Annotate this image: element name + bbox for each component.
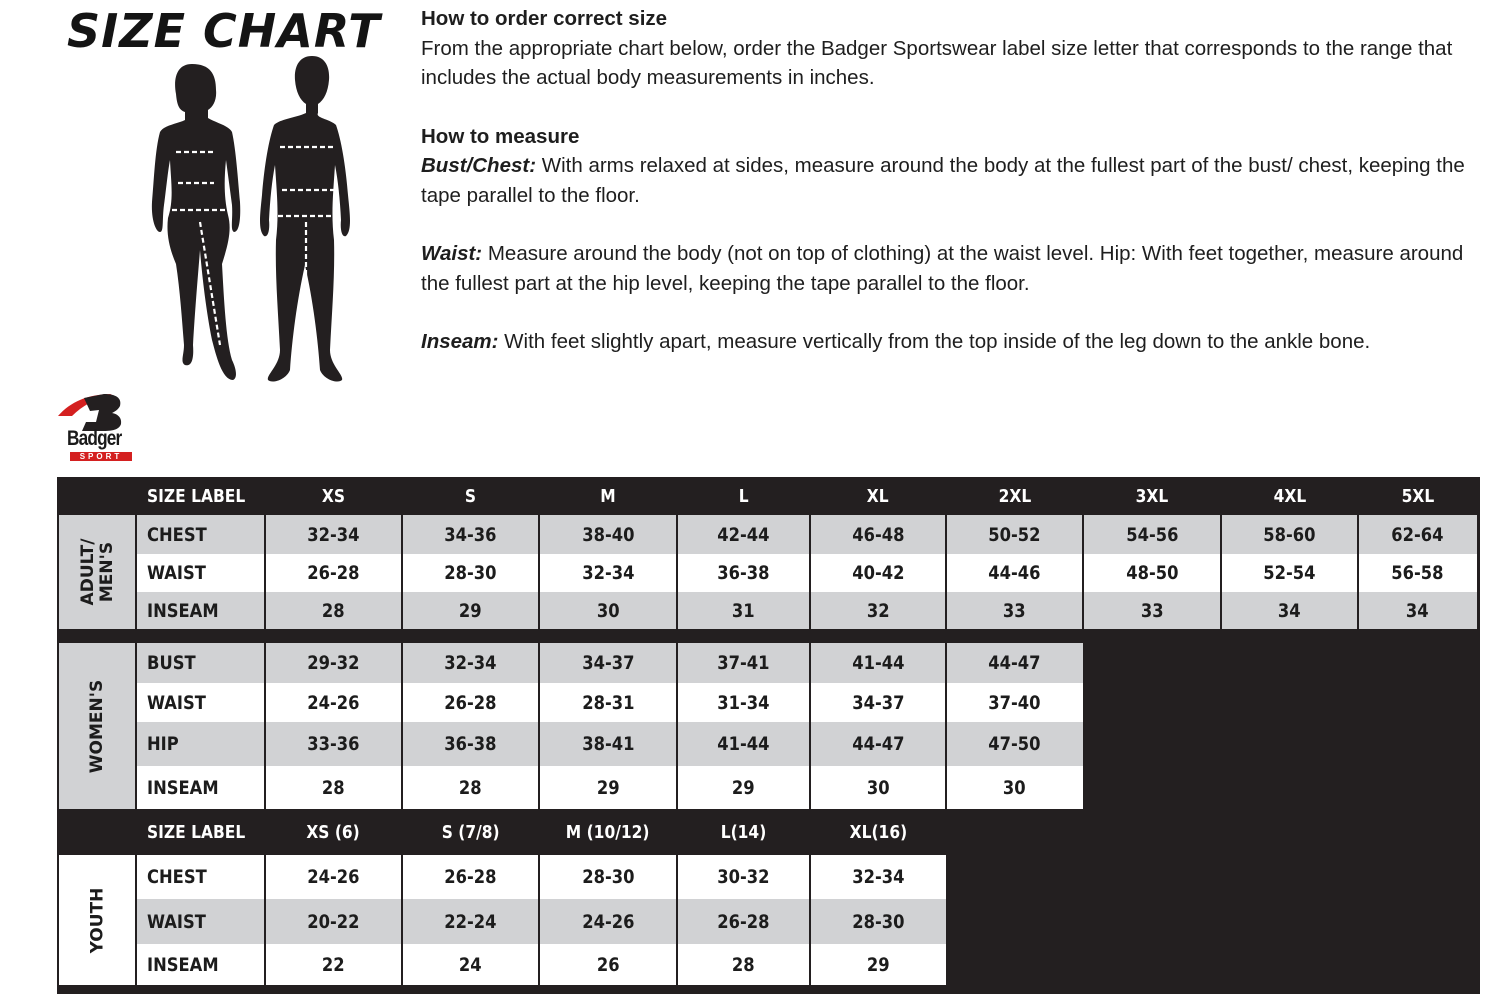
table-cell (265, 515, 402, 554)
group-label-text: YOUTH (86, 887, 107, 953)
table-cell-text: 26-28 (444, 866, 497, 888)
table-cell (402, 592, 539, 629)
table-cell (1358, 592, 1477, 629)
header-size-l (677, 477, 810, 515)
table-cell-text: 42-44 (717, 523, 770, 546)
table-cell (677, 515, 810, 554)
header-size-l-text: L (738, 485, 749, 507)
table-cell (946, 766, 1083, 809)
female-silhouette-icon (152, 64, 240, 380)
table-cell-text: 33-36 (307, 733, 360, 755)
table-cell (265, 899, 402, 944)
header-size-4xl (1221, 477, 1358, 515)
table-cell-text: 30 (596, 599, 620, 622)
table-cell-text: 24 (459, 953, 482, 976)
table-cell (402, 683, 539, 722)
row-label-inseam (136, 592, 265, 629)
group-label-adult (59, 515, 136, 629)
column-divider (809, 643, 811, 809)
table-cell-text: 47-50 (988, 733, 1041, 755)
table-cell (677, 944, 810, 985)
table-cell-text: 52-54 (1263, 562, 1316, 584)
youth-header-size-label-text: SIZE LABEL (147, 821, 246, 843)
bust-instruction (421, 151, 1481, 210)
table-cell (810, 554, 946, 592)
table-cell-text: 31 (732, 599, 755, 622)
header-size-label-text: SIZE LABEL (147, 485, 246, 507)
table-cell-text: 28 (459, 776, 482, 799)
inseam-text: With feet slightly apart, measure vertically from the top inside of the leg down to the ankle bone. (498, 330, 1371, 353)
table-cell-text: 29 (459, 599, 482, 622)
table-cell (1083, 592, 1221, 629)
size-chart-table (57, 477, 1480, 994)
youth-header-size-text: XS (6) (306, 821, 361, 843)
table-cell-text: 46-48 (851, 523, 905, 546)
table-cell-text: 50-52 (988, 523, 1041, 546)
table-cell-text: 26-28 (444, 691, 497, 714)
column-divider (135, 643, 137, 809)
row-label-chest-text: CHEST (147, 523, 207, 546)
row-label-inseam (136, 944, 265, 985)
row-label-bust-text: BUST (147, 652, 196, 674)
table-cell-text: 28 (322, 599, 345, 622)
table-cell-text: 44-46 (988, 562, 1041, 584)
table-cell (810, 944, 946, 985)
table-cell (402, 855, 539, 899)
header-size-3xl-text: 3XL (1135, 485, 1169, 507)
header-size-xs (265, 477, 402, 515)
header-size-m-text: M (600, 485, 616, 507)
page-title: SIZE CHART (67, 4, 381, 58)
table-cell (265, 944, 402, 985)
column-divider (264, 515, 266, 629)
table-cell (1221, 592, 1358, 629)
table-cell-text: 41-44 (851, 652, 905, 674)
table-cell (539, 722, 677, 766)
youth-header-size (539, 809, 677, 855)
table-cell (265, 554, 402, 592)
table-cell (539, 855, 677, 899)
table-cell-text: 28-30 (581, 866, 635, 888)
table-cell-text: 28-30 (444, 562, 497, 584)
header-size-label (136, 477, 265, 515)
header-size-5xl (1358, 477, 1477, 515)
column-divider (945, 643, 947, 809)
column-divider (809, 515, 811, 629)
table-cell (677, 766, 810, 809)
order-text: From the appropriate chart below, order the Badger Sportswear label size letter that corresponds to the range that includes the actual body measurements in inches. (421, 36, 1453, 89)
waist-label: Waist: (421, 242, 483, 265)
table-cell (265, 855, 402, 899)
body-figures (140, 50, 380, 390)
table-cell (946, 592, 1083, 629)
table-cell-text: 24-26 (307, 691, 360, 714)
table-cell (539, 592, 677, 629)
inseam-label: Inseam: (421, 330, 499, 353)
row-label-waist-text: WAIST (147, 562, 206, 584)
table-cell-text: 38-40 (581, 523, 635, 546)
row-label-waist (136, 899, 265, 944)
header-size-2xl (946, 477, 1083, 515)
table-cell (677, 554, 810, 592)
table-cell-text: 30-32 (717, 866, 770, 888)
column-divider (809, 855, 811, 985)
table-cell-text: 62-64 (1391, 523, 1444, 546)
header-size-3xl (1083, 477, 1221, 515)
inseam-instruction (421, 327, 1481, 357)
table-cell-text: 34 (1406, 599, 1429, 622)
table-cell (539, 515, 677, 554)
column-divider (1220, 515, 1222, 629)
table-cell (946, 643, 1083, 683)
table-cell (402, 899, 539, 944)
table-cell (810, 855, 946, 899)
column-divider (945, 515, 947, 629)
row-label-bust (136, 643, 265, 683)
column-divider (401, 855, 403, 985)
table-cell-text: 29-32 (307, 652, 360, 674)
table-cell-text: 32-34 (307, 523, 360, 546)
row-label-chest-text: CHEST (147, 866, 207, 888)
table-cell (810, 515, 946, 554)
table-cell (810, 899, 946, 944)
table-cell (810, 683, 946, 722)
table-cell (677, 899, 810, 944)
column-divider (676, 515, 678, 629)
row-label-waist-text: WAIST (147, 691, 206, 714)
table-cell (539, 683, 677, 722)
table-cell-text: 32-34 (581, 562, 635, 584)
table-cell-text: 29 (732, 776, 755, 799)
table-cell-text: 33 (1140, 599, 1164, 622)
waist-text: Measure around the body (not on top of clothing) at the waist level. Hip: With feet together, measure around the fullest part at the hip level, keeping the tape parallel to the floor. (421, 242, 1464, 295)
table-cell-text: 34 (1278, 599, 1301, 622)
male-silhouette-icon (260, 56, 350, 382)
column-divider (401, 515, 403, 629)
badger-logo (56, 382, 140, 466)
table-cell-text: 28 (732, 953, 755, 976)
table-cell-text: 24-26 (581, 910, 635, 933)
table-cell (677, 683, 810, 722)
table-cell-text: 22-24 (444, 910, 497, 933)
youth-header-size (810, 809, 946, 855)
table-cell-text: 24-26 (307, 866, 360, 888)
table-cell-text: 30 (866, 776, 890, 799)
youth-header-size-text: XL(16) (849, 821, 907, 843)
header-size-m (539, 477, 677, 515)
header-size-xs-text: XS (321, 485, 346, 507)
table-cell-text: 34-37 (851, 691, 905, 714)
table-cell-text: 44-47 (988, 652, 1041, 674)
bust-text: With arms relaxed at sides, measure around the body at the fullest part of the bust/ chest, keeping the tape parallel to the floor. (421, 154, 1465, 207)
row-label-chest (136, 515, 265, 554)
table-cell (402, 643, 539, 683)
waist-instruction (421, 239, 1481, 298)
measure-heading: How to measure (421, 124, 580, 148)
table-cell (1221, 515, 1358, 554)
group-label-text: WOMEN'S (87, 679, 108, 773)
logo-tagline: SPORT (70, 452, 132, 461)
table-cell-text: 36-38 (717, 562, 770, 584)
table-cell (539, 766, 677, 809)
youth-header-size (402, 809, 539, 855)
youth-header-size-text: M (10/12) (566, 821, 650, 843)
row-label-inseam-text: INSEAM (147, 776, 219, 799)
table-cell-text: 44-47 (851, 733, 905, 755)
table-cell (265, 766, 402, 809)
bust-label: Bust/Chest: (421, 154, 537, 177)
table-cell-text: 30 (1003, 776, 1026, 799)
table-cell (402, 722, 539, 766)
table-cell (677, 592, 810, 629)
table-cell-text: 56-58 (1391, 562, 1444, 584)
table-cell-text: 34-36 (444, 523, 497, 546)
table-cell (539, 899, 677, 944)
row-label-chest (136, 855, 265, 899)
table-cell (539, 554, 677, 592)
table-cell-text: 29 (596, 776, 620, 799)
row-label-inseam-text: INSEAM (147, 599, 219, 622)
column-divider (538, 643, 540, 809)
column-divider (264, 643, 266, 809)
badger-logo-icon (56, 382, 140, 432)
table-cell (810, 722, 946, 766)
table-cell-text: 40-42 (851, 562, 905, 584)
table-cell-text: 32-34 (444, 652, 497, 674)
table-cell-text: 58-60 (1263, 523, 1316, 546)
table-cell-text: 26-28 (717, 910, 770, 933)
row-label-inseam (136, 766, 265, 809)
table-cell (810, 643, 946, 683)
row-label-inseam-text: INSEAM (147, 953, 219, 976)
table-cell (265, 592, 402, 629)
table-cell-text: 31-34 (717, 691, 770, 714)
logo-wordmark: Badger (67, 427, 122, 450)
table-cell (677, 643, 810, 683)
header-size-2xl-text: 2XL (998, 485, 1031, 507)
table-cell-text: 22 (322, 953, 345, 976)
column-divider (676, 643, 678, 809)
table-cell-text: 32-34 (851, 866, 905, 888)
header-size-s (402, 477, 539, 515)
column-divider (538, 515, 540, 629)
header-size-xl (810, 477, 946, 515)
group-label-youth (59, 855, 136, 985)
column-divider (1082, 515, 1084, 629)
table-cell-text: 41-44 (717, 733, 770, 755)
column-divider (676, 855, 678, 985)
table-cell (810, 592, 946, 629)
column-divider (538, 855, 540, 985)
table-cell (265, 683, 402, 722)
row-label-waist (136, 554, 265, 592)
table-cell (539, 944, 677, 985)
column-divider (135, 515, 137, 629)
table-cell (946, 554, 1083, 592)
table-cell-text: 29 (866, 953, 890, 976)
table-cell-text: 20-22 (307, 910, 360, 933)
header-size-s-text: S (464, 485, 477, 507)
table-cell-text: 26-28 (307, 562, 360, 584)
table-cell-text: 38-41 (581, 733, 635, 755)
table-cell-text: 37-40 (988, 691, 1041, 714)
table-cell-text: 48-50 (1125, 562, 1179, 584)
table-cell-text: 28-31 (581, 691, 635, 714)
column-divider (264, 855, 266, 985)
table-cell-text: 54-56 (1125, 523, 1179, 546)
instructions (421, 4, 1481, 357)
table-cell (402, 515, 539, 554)
header-size-5xl-text: 5XL (1401, 485, 1434, 507)
table-cell (946, 515, 1083, 554)
table-cell (265, 722, 402, 766)
column-divider (135, 855, 137, 985)
table-cell-text: 33 (1003, 599, 1026, 622)
table-cell (1083, 515, 1221, 554)
row-label-hip-text: HIP (147, 733, 179, 755)
table-cell (402, 944, 539, 985)
table-cell (1358, 554, 1477, 592)
group-label-womens (59, 643, 136, 809)
table-cell-text: 26 (596, 953, 620, 976)
table-cell (402, 766, 539, 809)
table-cell (402, 554, 539, 592)
header-size-xl-text: XL (867, 485, 889, 507)
row-label-waist-text: WAIST (147, 910, 206, 933)
table-cell-text: 34-37 (581, 652, 635, 674)
row-label-waist (136, 683, 265, 722)
column-divider (401, 643, 403, 809)
table-cell (946, 683, 1083, 722)
table-cell (677, 722, 810, 766)
youth-header-size (265, 809, 402, 855)
table-cell (946, 722, 1083, 766)
column-divider (1357, 515, 1359, 629)
table-cell-text: 37-41 (717, 652, 770, 674)
order-heading: How to order correct size (421, 7, 668, 30)
table-cell (677, 855, 810, 899)
table-cell-text: 28-30 (851, 910, 905, 933)
group-label-text: ADULT/ MEN'S (77, 538, 117, 606)
youth-header-size-text: S (7/8) (441, 821, 500, 843)
table-cell-text: 28 (322, 776, 345, 799)
table-cell (810, 766, 946, 809)
table-cell (1358, 515, 1477, 554)
row-label-hip (136, 722, 265, 766)
table-cell (265, 643, 402, 683)
table-cell (539, 643, 677, 683)
youth-header-size-label (136, 809, 265, 855)
youth-header-size (677, 809, 810, 855)
table-cell (1083, 554, 1221, 592)
table-cell-text: 32 (866, 599, 890, 622)
table-cell (1221, 554, 1358, 592)
youth-header-size-text: L(14) (720, 821, 767, 843)
header-size-4xl-text: 4XL (1273, 485, 1306, 507)
table-cell-text: 36-38 (444, 733, 497, 755)
